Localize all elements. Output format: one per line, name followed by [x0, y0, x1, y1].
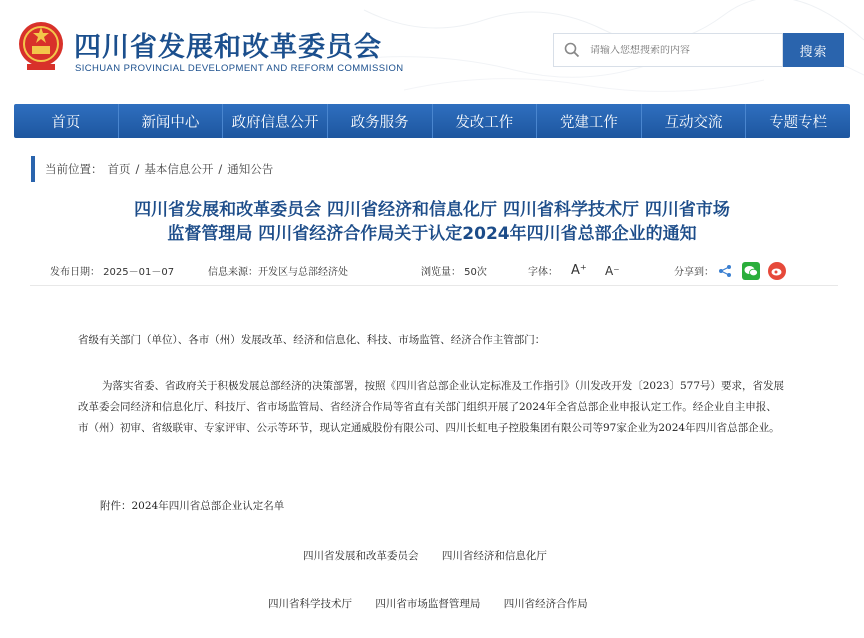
breadcrumb-separator: / [218, 162, 223, 176]
article-meta [30, 256, 838, 286]
breadcrumb-separator: / [135, 162, 140, 176]
attachment-link[interactable]: 附件：2024年四川省总部企业认定名单 [100, 500, 285, 512]
article-title-line1: 四川省发展和改革委员会 四川省经济和信息化厅 四川省科学技术厅 四川省市场 [134, 200, 730, 220]
wechat-icon[interactable] [742, 262, 760, 280]
signature-market-regulation: 四川省市场监督管理局 [375, 598, 481, 610]
signature-economy-it: 四川省经济和信息化厅 [441, 550, 547, 562]
nav-item-gov-info[interactable]: 政府信息公开 [223, 104, 328, 138]
search-input[interactable] [590, 45, 770, 56]
search-button[interactable]: 搜索 [783, 33, 844, 67]
weibo-icon[interactable] [768, 262, 786, 280]
site-title: 四川省发展和改革委员会 [74, 32, 382, 63]
site-subtitle: SICHUAN PROVINCIAL DEVELOPMENT AND REFORM COMMISSION [75, 63, 404, 74]
signature-row [268, 596, 608, 611]
nav-item-topics[interactable]: 专题专栏 [769, 114, 828, 131]
share-label: 分享到： [674, 267, 714, 278]
article-title [40, 198, 824, 246]
breadcrumb [31, 156, 278, 182]
font-size-label: 字体： [528, 267, 558, 278]
search-box [553, 33, 783, 67]
breadcrumb-basic-info[interactable]: 基本信息公开 [144, 162, 214, 176]
signature-science-tech: 四川省科学技术厅 [268, 598, 352, 610]
nav-item-news[interactable]: 新闻中心 [119, 104, 224, 138]
signature-economic-cooperation: 四川省经济合作局 [503, 598, 588, 610]
national-emblem-logo [17, 20, 65, 72]
nav-item-reform-work[interactable]: 发改工作 [433, 104, 538, 138]
signature-row [303, 548, 567, 563]
breadcrumb-label: 当前位置： [45, 162, 103, 176]
info-source: 信息来源：开发区与总部经济处 [208, 267, 348, 278]
nav-item-party-work[interactable]: 党建工作 [537, 104, 642, 138]
publish-date: 发布日期： 2025－01－07 [50, 267, 175, 278]
main-nav [14, 104, 850, 138]
view-count: 浏览量： 50次 [421, 267, 487, 278]
nav-item-home[interactable]: 首页 [14, 104, 119, 138]
breadcrumb-notices[interactable]: 通知公告 [227, 162, 274, 176]
nav-item-interaction[interactable]: 互动交流 [642, 104, 747, 138]
font-increase-button[interactable]: A⁺ [571, 263, 587, 278]
nav-item-services[interactable]: 政务服务 [328, 104, 433, 138]
article-title-line2: 监督管理局 四川省经济合作局关于认定2024年四川省总部企业的通知 [167, 224, 697, 244]
share-icon[interactable] [716, 262, 734, 280]
signature-ndrc: 四川省发展和改革委员会 [303, 550, 419, 562]
main-paragraph: 为落实省委、省政府关于积极发展总部经济的决策部署，按照《四川省总部企业认定标准及工作指引》（川发改开发〔2023〕577号）要求，省发展改革委会同经济和信息化厅、科技厅、省市场监管局、省经济合作局等省直有关部门组织开展了2024年全省总部企业申报认定工作。经企业自主申报、市（州）初审、省级联审、专家评审、公示等环节，现认定通威股份有限公司、四川长虹电子控股集团有限公司等97家企业为2024年四川省总部企业。 [78, 380, 785, 434]
font-decrease-button[interactable]: A⁻ [605, 263, 620, 278]
search-icon [554, 42, 590, 58]
salutation-paragraph: 省级有关部门（单位）、各市（州）发展改革、经济和信息化、科技、市场监管、经济合作主管部门： [78, 334, 546, 346]
site-header [0, 0, 864, 95]
breadcrumb-home[interactable]: 首页 [107, 162, 131, 176]
